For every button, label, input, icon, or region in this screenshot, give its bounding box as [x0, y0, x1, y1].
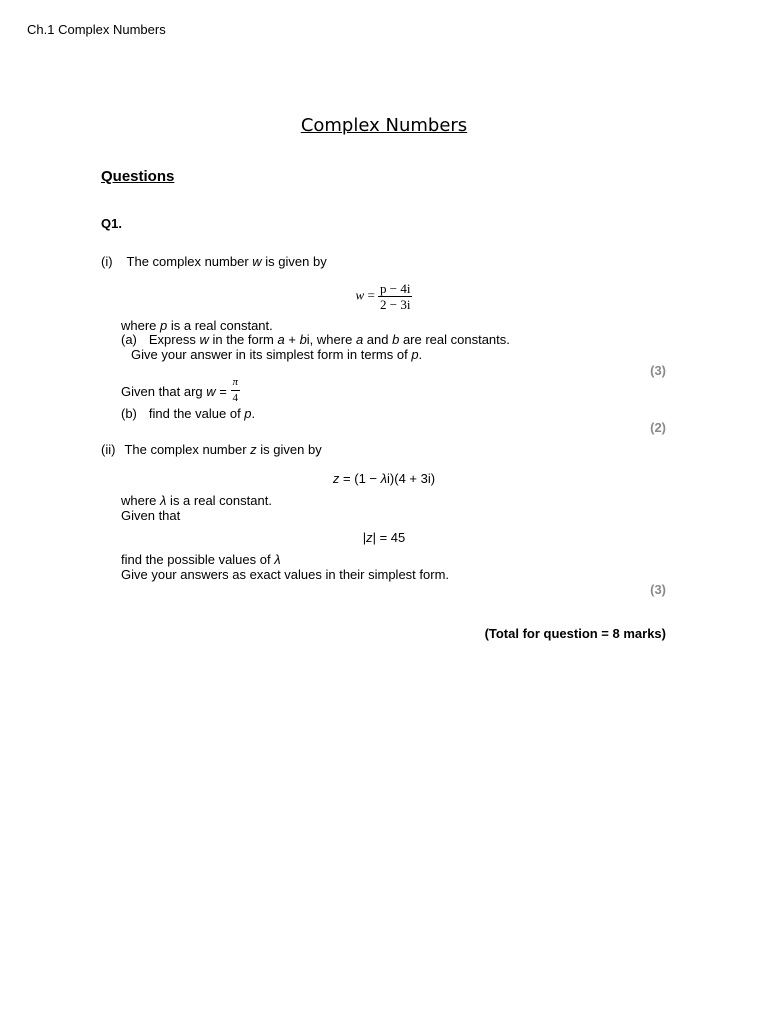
variable: a [355, 332, 364, 347]
variable: p [244, 406, 252, 421]
variable: p [160, 318, 168, 333]
text: . [418, 347, 423, 362]
text: is given by [261, 254, 327, 269]
marks-part-ii: (3) [650, 582, 666, 597]
text: and [363, 332, 393, 347]
subpart-label: (b) [121, 406, 137, 421]
part-number: (i) [101, 254, 113, 269]
text: is given by [256, 442, 322, 457]
variable: b [299, 332, 307, 347]
running-header: Ch.1 Complex Numbers [27, 22, 166, 37]
fraction-denominator: 4 [232, 392, 238, 404]
modulus-equation [0, 530, 768, 545]
part-b-line [121, 406, 255, 421]
variable: w [355, 287, 365, 303]
variable: λ [380, 471, 388, 486]
fraction-denominator: 2 − 3i [380, 297, 411, 312]
text: + [284, 332, 300, 347]
fraction-numerator: π [231, 376, 241, 391]
where-p-line [121, 318, 273, 333]
marks-part-a: (3) [650, 363, 666, 378]
equation-z [0, 471, 768, 486]
equals-sign: = [367, 287, 375, 303]
question-label: Q1. [101, 216, 122, 231]
text: is a real constant. [166, 493, 272, 508]
text: = [215, 384, 231, 399]
text: | [362, 530, 367, 545]
fraction-numerator: p − 4i [380, 281, 411, 296]
text: are real constants. [399, 332, 510, 347]
where-lambda-line [121, 493, 272, 508]
text: in the form [208, 332, 278, 347]
variable: w [199, 332, 209, 347]
text: The complex number [126, 254, 253, 269]
fraction [378, 282, 412, 311]
document-title: Complex Numbers [300, 115, 468, 136]
text: Give your answer in its simplest form in terms of [131, 347, 412, 362]
text: The complex number [124, 442, 251, 457]
subpart-label: (a) [121, 332, 137, 347]
equation-w [0, 282, 768, 311]
variable: b [392, 332, 400, 347]
variable: z [250, 442, 257, 457]
find-lambda-line [121, 552, 281, 567]
variable: w [206, 384, 216, 399]
text: is a real constant. [167, 318, 273, 333]
given-arg-line [121, 376, 240, 405]
text: find the possible values of [121, 552, 275, 567]
section-heading: Questions [101, 168, 175, 185]
text: = (1 − [339, 471, 381, 486]
part-number: (ii) [101, 442, 116, 457]
part-a-line [121, 332, 510, 347]
variable: z [332, 471, 340, 486]
fraction-pi-over-4 [231, 376, 241, 405]
text: Express [148, 332, 200, 347]
text: i)(4 + 3i) [387, 471, 436, 486]
variable: p [411, 347, 419, 362]
variable: z [366, 530, 373, 545]
variable: a [277, 332, 285, 347]
part-a-instruction [131, 347, 422, 362]
text: where [121, 318, 161, 333]
text: Given that arg [121, 384, 207, 399]
text: find the value of [148, 406, 245, 421]
answer-instruction: Give your answers as exact values in their simplest form. [121, 567, 450, 582]
marks-part-b: (2) [650, 420, 666, 435]
part-i-intro [101, 254, 327, 269]
text: | = 45 [372, 530, 406, 545]
text: where [121, 493, 161, 508]
variable: w [252, 254, 262, 269]
text: . [251, 406, 256, 421]
text: i, where [306, 332, 356, 347]
variable: λ [274, 552, 281, 567]
given-that-line: Given that [121, 508, 181, 523]
total-marks: (Total for question = 8 marks) [484, 626, 666, 641]
part-ii-intro [101, 442, 322, 457]
variable: λ [160, 493, 167, 508]
